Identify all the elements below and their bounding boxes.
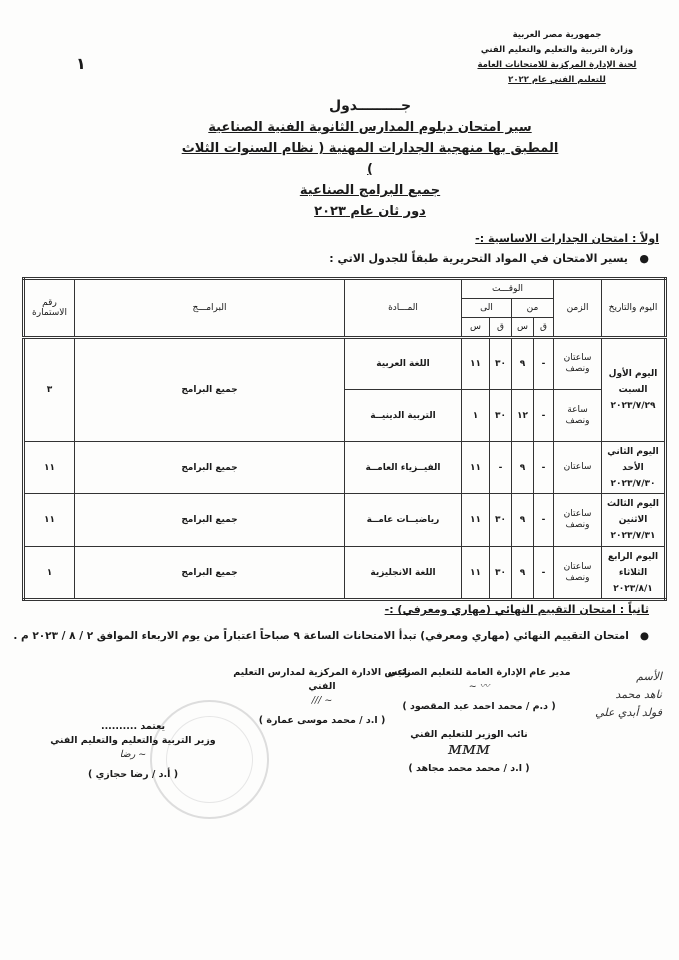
header-from-hours: س	[512, 318, 534, 338]
day-date-cell: اليوم الأول السبت ٢٠٢٣/٧/٢٩	[602, 338, 666, 442]
day-date-cell: اليوم الرابع الثلاثاء ٢٠٢٣/٨/١	[602, 547, 666, 600]
form-number-cell: ١	[24, 547, 75, 600]
table-row	[24, 338, 666, 390]
form-number-cell: ٣	[24, 338, 75, 442]
signatory-title: مدير عام الإدارة العامة للتعليم الصناعي	[387, 667, 571, 678]
signature-deputy-minister	[369, 728, 569, 776]
form-number-cell: ١١	[24, 494, 75, 547]
signatory-title: رئيس الادارة المركزية لمدارس التعليم الفني	[233, 667, 411, 692]
duration-cell: ساعتان ونصف	[554, 494, 602, 547]
programs-cell: جميع البرامج	[75, 494, 345, 547]
header-day-date: اليوم والتاريخ	[602, 279, 666, 338]
title-line-2: المطبق بها منهجية الجدارات المهنية ( نظام السنوات الثلاث )	[181, 141, 559, 177]
from-minutes-cell: -	[534, 547, 554, 600]
duration-cell: ساعتان	[554, 442, 602, 494]
signatory-title: نائب الوزير للتعليم الفني	[410, 729, 528, 740]
subject-cell: الفيــزياء العامــة	[345, 442, 462, 494]
title-line-3: جميع البرامج الصناعية	[299, 183, 441, 198]
handwritten-signature-icon: ᴍᴍᴍ	[447, 738, 490, 759]
from-minutes-cell: -	[534, 494, 554, 547]
page-number: ١	[76, 54, 86, 73]
signatory-name: ( د.م / محمد احمد عبد المقصود )	[402, 701, 556, 712]
to-minutes-cell: ٣٠	[490, 494, 512, 547]
bullet-icon: ●	[628, 630, 649, 642]
title-main: جـــــــــدول	[328, 98, 412, 114]
from-minutes-cell: -	[534, 390, 554, 442]
document-titles	[180, 96, 560, 222]
from-minutes-cell: -	[534, 442, 554, 494]
programs-cell: جميع البرامج	[75, 442, 345, 494]
header-line: للتعليم الفني عام ٢٠٢٢	[508, 75, 606, 85]
to-hours-cell: ١١	[462, 338, 490, 390]
section-1-heading-text: اولاً : امتحان الجدارات الاساسية :-	[475, 232, 659, 245]
programs-cell: جميع البرامج	[75, 547, 345, 600]
signatory-name: ( ا.د / محمد محمد مجاهد )	[408, 763, 530, 774]
section-2-heading: ثانياً : امتحان التقييم النهائي (مهاري ومعرفي) :-	[384, 603, 649, 616]
to-hours-cell: ١١	[462, 547, 490, 600]
duration-cell: ساعتان ونصف	[554, 547, 602, 600]
from-hours-cell: ٩	[512, 338, 534, 390]
header-from: من	[512, 299, 554, 318]
table-row	[24, 442, 666, 494]
programs-cell: جميع البرامج	[75, 338, 345, 442]
to-minutes-cell: ٣٠	[490, 390, 512, 442]
section-2-bullet	[13, 630, 649, 642]
from-hours-cell: ٩	[512, 494, 534, 547]
section-1-bullet	[329, 252, 649, 265]
section-1-bullet-text: يسير الامتحان في المواد التحريرية طبقاً للجدول الاتي :	[329, 252, 628, 265]
ministry-header	[457, 28, 657, 88]
to-hours-cell: ١١	[462, 442, 490, 494]
handwritten-margin-note: الأسم ناهد محمد فولد أبدي علي	[595, 670, 662, 719]
subject-cell: رياضيــات عامــة	[345, 494, 462, 547]
to-minutes-cell: ٣٠	[490, 338, 512, 390]
duration-cell: ساعتان ونصف	[554, 338, 602, 390]
signature-minister	[28, 720, 238, 782]
subject-cell: اللغة العربية	[345, 338, 462, 390]
to-hours-cell: ١١	[462, 494, 490, 547]
header-time: الوقـــت	[462, 279, 554, 299]
handwritten-signature-icon: ~ رضا	[119, 749, 147, 760]
section-2-bullet-text: امتحان التقييم النهائي (مهاري ومعرفي) تبدأ الامتحانات الساعة ٩ صباحاً اعتباراً من يوم الاربعاء الموافق ٢ / ٨ / ٢٠٢٣ م .	[13, 630, 629, 642]
subject-cell: التربية الدينيــة	[345, 390, 462, 442]
day-date-cell: اليوم الثاني الأحد ٢٠٢٣/٧/٣٠	[602, 442, 666, 494]
duration-cell: ساعة ونصف	[554, 390, 602, 442]
day-date-cell: اليوم الثالث الاثنين ٢٠٢٣/٧/٣١	[602, 494, 666, 547]
from-hours-cell: ٩	[512, 547, 534, 600]
from-hours-cell: ١٢	[512, 390, 534, 442]
header-to-hours: س	[462, 318, 490, 338]
signatory-name: ( ا.د / محمد موسى عمارة )	[258, 715, 386, 726]
header-programs: البرامـــج	[75, 279, 345, 338]
signatory-name: ( أ.د / رضا حجازي )	[87, 769, 179, 780]
header-line: وزارة التربية والتعليم والتعليم الفني	[480, 45, 634, 55]
signatory-title: وزير التربية والتعليم والتعليم الفني	[50, 735, 216, 746]
subject-cell: اللغة الانجليزية	[345, 547, 462, 600]
section-1-heading	[475, 232, 659, 245]
from-hours-cell: ٩	[512, 442, 534, 494]
bullet-icon: ●	[627, 252, 649, 265]
header-from-minutes: ق	[534, 318, 554, 338]
table-row	[24, 547, 666, 600]
header-to: الى	[462, 299, 512, 318]
exam-schedule-table	[22, 277, 667, 601]
header-to-minutes: ق	[490, 318, 512, 338]
title-line-1: سير امتحان دبلوم المدارس الثانوية الفنية الصناعية	[208, 120, 532, 135]
header-line: جمهورية مصر العربية	[512, 30, 602, 40]
header-duration: الزمن	[554, 279, 602, 338]
title-line-4: دور ثان عام ٢٠٢٣	[314, 204, 426, 219]
to-minutes-cell: -	[490, 442, 512, 494]
from-minutes-cell: -	[534, 338, 554, 390]
signature-central-admin-head	[222, 666, 422, 728]
header-subject: المـــادة	[345, 279, 462, 338]
form-number-cell: ١١	[24, 442, 75, 494]
header-form-number: رقم الاستمارة	[24, 279, 75, 338]
table-row	[24, 494, 666, 547]
header-line: لجنة الإدارة المركزية للامتحانات العامة	[477, 60, 637, 70]
approval-label: يعتمد ..........	[100, 721, 166, 732]
handwritten-signature-icon: ~ ///	[311, 695, 333, 706]
handwritten-signature-icon: 〰 ~	[468, 681, 490, 692]
to-minutes-cell: ٣٠	[490, 547, 512, 600]
to-hours-cell: ١	[462, 390, 490, 442]
